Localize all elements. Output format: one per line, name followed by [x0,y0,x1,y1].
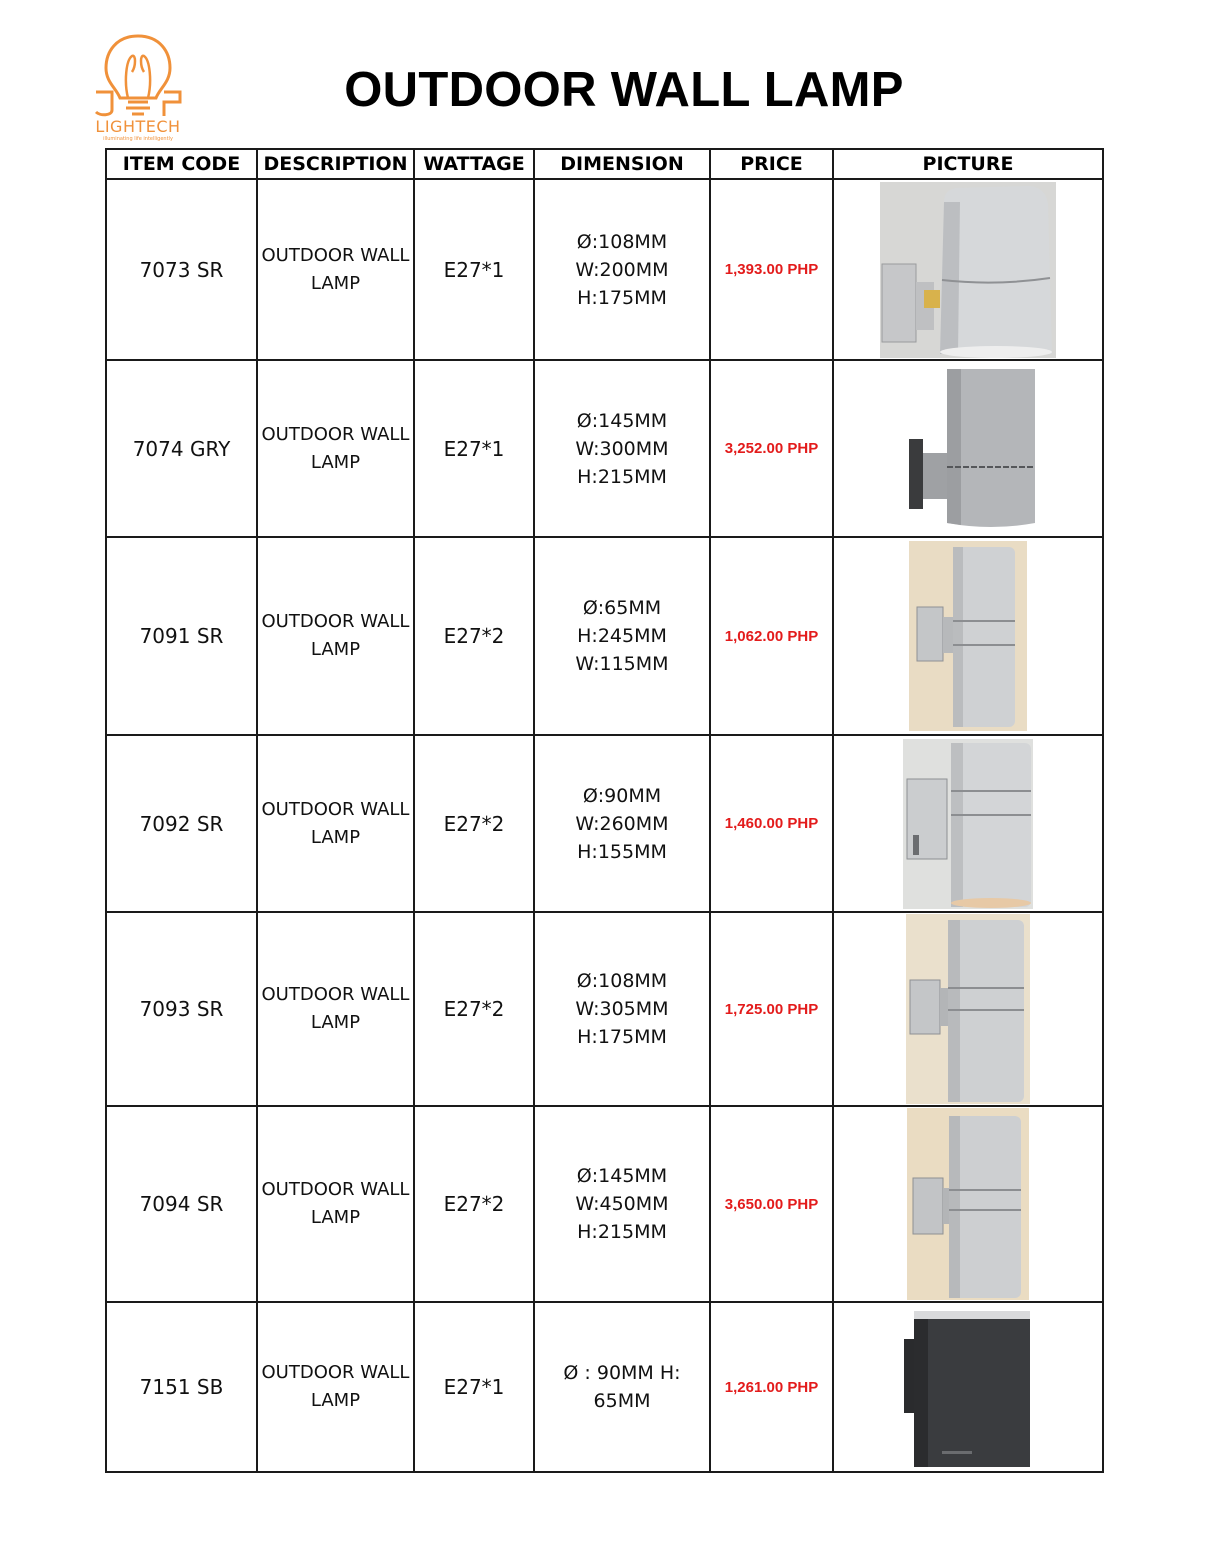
table-row [106,1302,1103,1472]
item-picture [833,1106,1103,1302]
item-wattage: E27*1 [414,179,534,360]
page-title: OUTDOOR WALL LAMP [344,63,904,117]
table-row [106,360,1103,537]
header-wattage: WATTAGE [414,149,534,179]
silver-up-down-cylinder-lamp-image [906,914,1030,1104]
item-price: 1,062.00 PHP [710,537,833,735]
dimension-line: Ø:145MM [576,1165,668,1187]
item-dimension [534,1302,710,1472]
dimension-line: Ø : 90MM H: [563,1362,681,1384]
item-price: 3,650.00 PHP [710,1106,833,1302]
brand-name: LIGHTECH [95,117,181,136]
table-row [106,179,1103,360]
table-row [106,912,1103,1106]
item-description: OUTDOOR WALL LAMP [257,179,414,360]
item-wattage: E27*2 [414,1106,534,1302]
header-picture: PICTURE [833,149,1103,179]
dimension-line: W:115MM [575,653,669,675]
item-price: 1,393.00 PHP [710,179,833,360]
header-item-code: ITEM CODE [106,149,257,179]
table-row [106,537,1103,735]
item-price: 1,725.00 PHP [710,912,833,1106]
dimension-line: Ø:65MM [582,597,662,619]
item-code: 7094 SR [106,1106,257,1302]
silver-up-down-cylinder-lamp-image [907,1108,1029,1300]
item-description: OUTDOOR WALL LAMP [257,537,414,735]
item-picture [833,912,1103,1106]
dimension-line: W:450MM [575,1193,669,1215]
dimension-line: W:260MM [575,812,669,835]
textured-grey-cylinder-lamp-image [895,363,1041,535]
table-header-row [106,149,1103,179]
table-row [106,735,1103,912]
item-description: OUTDOOR WALL LAMP [257,912,414,1106]
item-code: 7092 SR [106,735,257,912]
item-picture [833,537,1103,735]
header-dimension: DIMENSION [534,149,710,179]
item-wattage: E27*2 [414,912,534,1106]
item-description: OUTDOOR WALL LAMP [257,735,414,912]
item-wattage: E27*1 [414,360,534,537]
dimension-line: Ø:108MM [576,230,668,253]
item-dimension [534,735,710,912]
item-code: 7073 SR [106,179,257,360]
item-price: 1,261.00 PHP [710,1302,833,1472]
header-description: DESCRIPTION [257,149,414,179]
dimension-line: W:300MM [575,437,669,460]
item-code: 7091 SR [106,537,257,735]
dimension-line: 65MM [593,1390,651,1412]
dimension-line: H:215MM [577,1221,667,1243]
dimension-line: H:175MM [577,286,667,309]
item-picture [833,1302,1103,1472]
item-dimension [534,1106,710,1302]
brand-tagline: illuminating life intelligently [103,136,173,142]
dimension-line: H:215MM [577,465,667,488]
item-dimension [534,912,710,1106]
item-description: OUTDOOR WALL LAMP [257,1106,414,1302]
item-picture [833,360,1103,537]
item-price: 3,252.00 PHP [710,360,833,537]
item-dimension [534,537,710,735]
silver-up-down-cylinder-lamp-image [909,541,1027,731]
item-code: 7151 SB [106,1302,257,1472]
tapered-grey-cylinder-lamp-image [880,182,1056,358]
item-picture [833,179,1103,360]
silver-up-down-cylinder-lamp-image [903,739,1033,909]
item-picture [833,735,1103,912]
item-description: OUTDOOR WALL LAMP [257,1302,414,1472]
product-table [105,148,1104,1473]
dimension-line: Ø:90MM [582,784,662,807]
item-wattage: E27*2 [414,735,534,912]
item-code: 7074 GRY [106,360,257,537]
item-price: 1,460.00 PHP [710,735,833,912]
item-dimension [534,179,710,360]
dimension-line: W:305MM [575,998,669,1020]
dimension-line: H:175MM [577,1026,667,1048]
dimension-line: Ø:108MM [576,970,668,992]
item-description: OUTDOOR WALL LAMP [257,360,414,537]
item-wattage: E27*2 [414,537,534,735]
header-price: PRICE [710,149,833,179]
dimension-line: W:200MM [575,258,669,281]
dimension-line: H:245MM [577,625,667,647]
item-code: 7093 SR [106,912,257,1106]
item-wattage: E27*1 [414,1302,534,1472]
table-row [106,1106,1103,1302]
dimension-line: Ø:145MM [576,409,668,432]
black-square-box-lamp-image [902,1305,1034,1469]
dimension-line: H:155MM [577,840,667,863]
item-dimension [534,360,710,537]
